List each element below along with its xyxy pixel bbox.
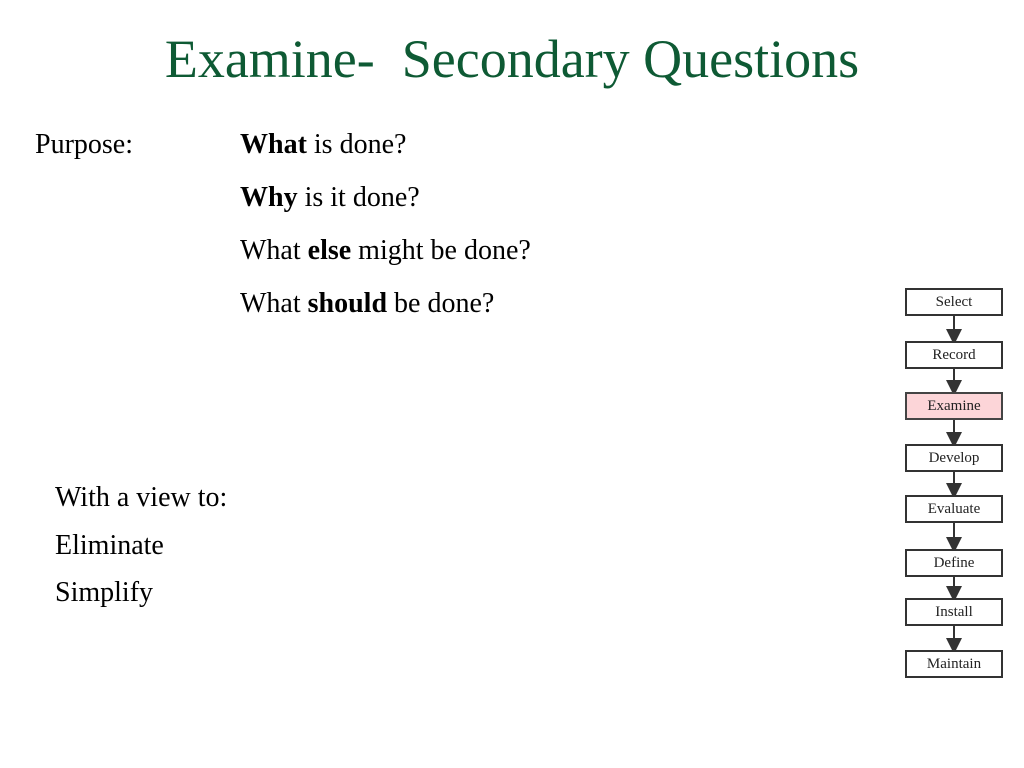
flow-step-define: Define — [905, 549, 1003, 577]
question-rest: is it done? — [297, 182, 420, 213]
flow-step-develop: Develop — [905, 444, 1003, 472]
question-rest: is done? — [306, 129, 407, 160]
flow-step-install: Install — [905, 598, 1003, 626]
question-why — [240, 180, 420, 216]
question-rest: be done? — [387, 288, 495, 319]
question-prefix: What — [240, 235, 308, 266]
question-bold: Why — [240, 182, 298, 213]
flow-step-select: Select — [905, 288, 1003, 316]
question-bold: should — [307, 288, 388, 319]
flow-step-record: Record — [905, 341, 1003, 369]
flow-step-maintain: Maintain — [905, 650, 1003, 678]
view-item-eliminate: Eliminate — [55, 530, 164, 561]
flow-step-evaluate: Evaluate — [905, 495, 1003, 523]
question-rest: might be done? — [351, 235, 531, 266]
slide-title: Examine- Secondary Questions — [164, 29, 860, 89]
question-what — [240, 127, 406, 163]
question-bold: What — [240, 129, 307, 160]
question-should — [240, 286, 494, 322]
question-prefix: What — [240, 288, 308, 319]
view-heading: With a view to: — [55, 482, 228, 513]
purpose-label: Purpose: — [35, 129, 133, 160]
question-else — [240, 233, 531, 269]
view-item-simplify: Simplify — [55, 577, 154, 608]
flow-step-examine: Examine — [905, 392, 1003, 420]
question-bold: else — [307, 235, 352, 266]
